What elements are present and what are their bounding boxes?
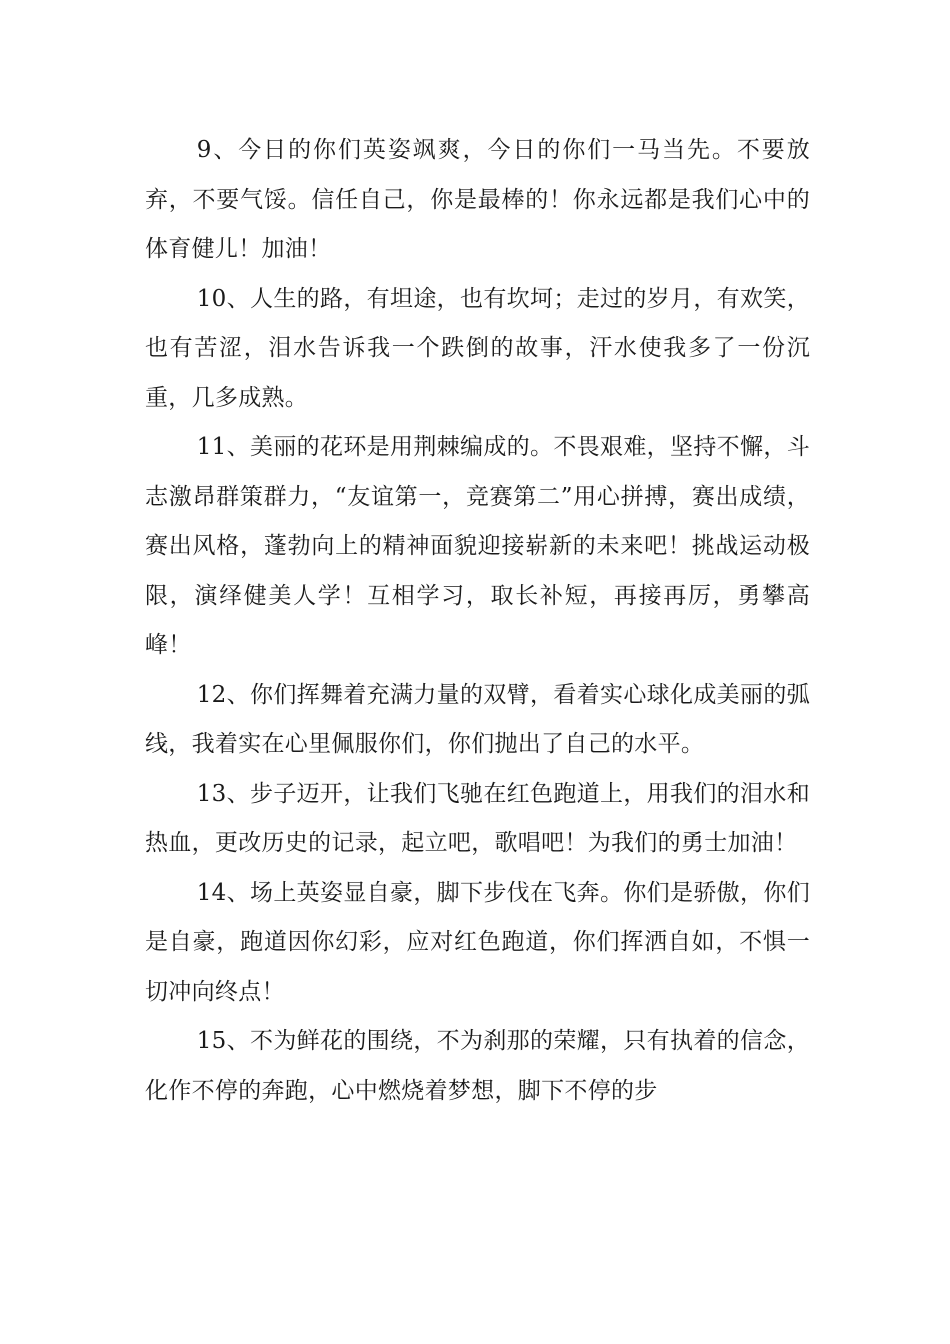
- paragraph-13: 13、步子迈开，让我们飞驰在红色跑道上，用我们的泪水和热血，更改历史的记录，起立吧，歌唱吧！为我们的勇士加油！: [145, 780, 810, 856]
- paragraph-10: 10、人生的路，有坦途，也有坎坷；走过的岁月，有欢笑，也有苦涩，泪水告诉我一个跌倒的故事，汗水使我多了一份沉重，几多成熟。: [145, 285, 810, 411]
- paragraph-11: 11、美丽的花环是用荆棘编成的。不畏艰难，坚持不懈，斗志激昂群策群力，“友谊第一，竞赛第二”用心拼搏，赛出成绩，赛出风格，蓬勃向上的精神面貌迎接崭新的未来吧！挑战运动极限，演绎健美人学！互相学习，取长补短，再接再厉，勇攀高峰！: [145, 434, 810, 658]
- paragraph-14: 14、场上英姿显自豪，脚下步伐在飞奔。你们是骄傲，你们是自豪，跑道因你幻彩，应对红色跑道，你们挥洒自如，不惧一切冲向终点！: [145, 879, 810, 1005]
- paragraph-12: 12、你们挥舞着充满力量的双臂，看着实心球化成美丽的弧线，我着实在心里佩服你们，你们抛出了自己的水平。: [145, 681, 810, 757]
- document-body: [145, 126, 810, 1116]
- paragraph-9: 9、今日的你们英姿飒爽，今日的你们一马当先。不要放弃，不要气馁。信任自己，你是最棒的！你永远都是我们心中的体育健儿！加油！: [145, 137, 810, 262]
- paragraph-15: 15、不为鲜花的围绕，不为刹那的荣耀，只有执着的信念，化作不停的奔跑，心中燃烧着梦想，脚下不停的步: [145, 1028, 810, 1104]
